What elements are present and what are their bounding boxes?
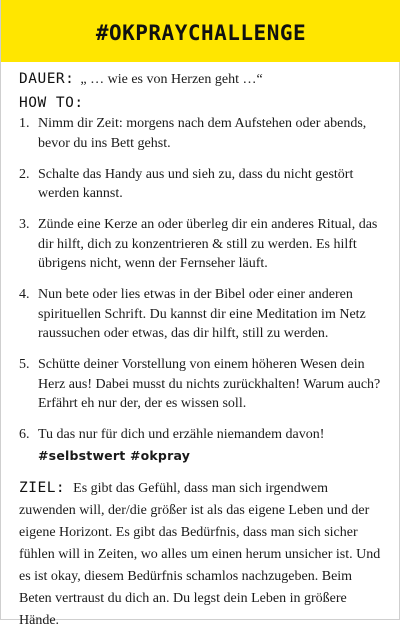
step-number: 6. [19,427,30,442]
main-content [19,70,385,632]
step-text: Nun bete oder lies etwas in der Bibel oder einer anderen spirituellen Schrift. Du kannst dir eine Meditation im Netz raussuchen oder etwas, das dir hilft, still zu werden. [38,287,366,341]
step-text: Nimm dir Zeit: morgens nach dem Aufstehen oder abends, bevor du ins Bett gehst. [38,116,367,151]
step-text: Schütte deiner Vorstellung von einem höheren Wesen dein Herz aus! Dabei musst du nichts zurückhalten! Warum auch? Erfährt eh nur der, der es wissen soll. [38,357,381,411]
step-text: Zünde eine Kerze an oder überleg dir ein anderes Ritual, das dir hilft, dich zu konzentrieren & still zu werden. Es hilft übrigens nicht, wenn der Fernseher läuft. [38,217,378,271]
step-number: 4. [19,287,30,302]
step-text: Schalte das Handy aus und sieh zu, dass du nicht gestört werden kannst. [38,166,354,201]
title-banner [1,0,400,62]
step-number: 5. [19,357,30,372]
step-list [19,114,385,465]
goal-text: Es gibt das Gefühl, dass man sich irgendwem zuwenden will, der/die größer ist als das eigene Leben und der eigene Horizont. Es gibt das Bedürfnis, dass man sich sicher fühlen will in Zeiten, wo alles um einen herum unsicher ist. Und es ist okay, diesem Bedürfnis schamlos nachzugeben. Beim Beten vertraust du dich an. Du legst dein Leben in größere Hände. [19,480,381,628]
list-item [19,285,385,344]
list-item [19,165,385,204]
duration-text: „ … wie es von Herzen geht …“ [80,72,263,87]
step-text: Tu das nur für dich und erzähle niemandem davon! [38,427,325,442]
step-number: 1. [19,116,30,131]
duration-label: DAUER: [19,71,75,87]
list-item [19,355,385,414]
howto-label: HOW TO: [19,95,84,111]
step-number: 2. [19,166,30,182]
howto-section [19,95,385,465]
step-content [38,425,385,465]
step-number: 3. [19,217,30,232]
hashtags: #selbstwert #okpray [38,447,191,463]
list-item [19,114,385,153]
goal-section [19,477,385,632]
list-item [19,215,385,274]
page-title: #OKPRAYCHALLENGE [95,21,307,45]
list-item [19,425,385,465]
goal-label: ZIEL: [19,479,66,496]
duration-section [19,70,385,89]
